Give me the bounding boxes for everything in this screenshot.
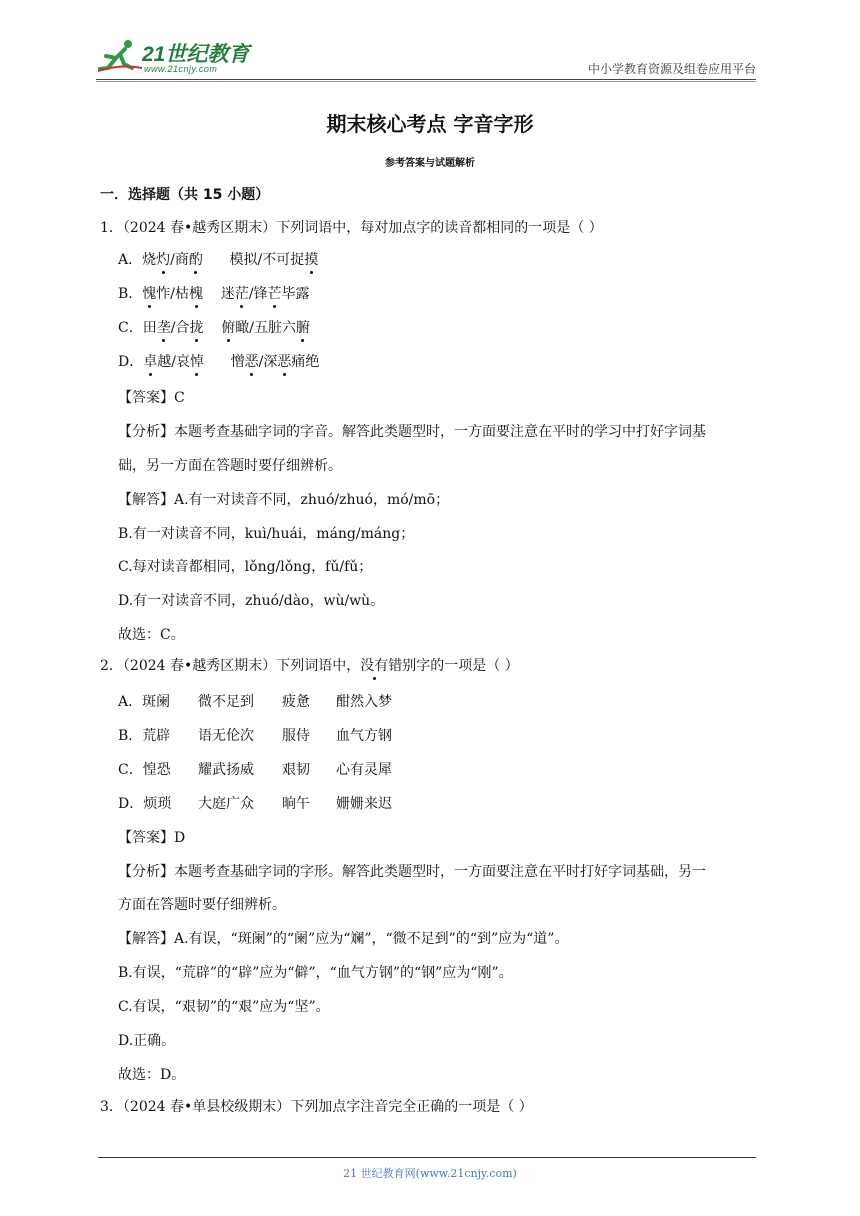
footer-rule [98,1157,756,1158]
q2-answer: 【答案】D [118,830,186,846]
site-logo[interactable] [96,34,266,78]
page-subtitle: 参考答案与试题解析 [385,158,475,169]
q1-solution-line3: C.每对读音都相同，lǒng/lǒng，fǔ/fǔ； [118,559,373,575]
q1-answer: 【答案】C [118,390,185,406]
header-rule [96,79,756,80]
header-rule-thin [96,81,756,82]
q2-option-d: D．烦琐 大庭广众 晌午 姗姗来迟 [118,796,392,812]
q2-pick: 故选：D。 [118,1067,186,1083]
q2-solution-line1: 【解答】A.有误，“斑阑”的“阑”应为“斓”，“微不足到”的“到”应为“道”。 [118,931,569,947]
q1-stem: 1．（2024 春•越秀区期末）下列词语中，每对加点字的读音都相同的一项是（ ） [100,220,603,236]
q1-option-d: D．卓越/哀悼 憎恶/深恶痛绝 [118,354,320,370]
q1-option-a: A．烧灼/商酌 模拟/不可捉摸 [118,252,319,268]
q2-stem: 2．（2024 春•越秀区期末）下列词语中，没有错别字的一项是（ ） [100,658,519,674]
q1-solution-line1: 【解答】A.有一对读音不同，zhuó/zhuó，mó/mō； [118,492,450,508]
q2-option-a: A．斑阑 微不足到 疲惫 酣然入梦 [118,694,392,710]
q1-analysis-line1: 【分析】本题考查基础字词的字音。解答此类题型时，一方面要注意在平时的学习中打好字词基 [118,424,706,440]
q1-analysis-line2: 础，另一方面在答题时要仔细辨析。 [118,458,342,474]
q1-pick: 故选：C。 [118,627,185,643]
q3-stem: 3．（2024 春•单县校级期末）下列加点字注音完全正确的一项是（ ） [100,1099,533,1115]
q2-analysis-line2: 方面在答题时要仔细辨析。 [118,897,286,913]
footer-link[interactable]: 21 世纪教育网(www.21cnjy.com) [343,1167,517,1180]
page-title: 期末核心考点 字音字形 [326,112,534,136]
q2-solution-line4: D.正确。 [118,1033,176,1049]
q2-solution-line3: C.有误，“艰韧”的“艰”应为“坚”。 [118,999,330,1015]
q2-option-b: B．荒辟 语无伦次 服侍 血气方钢 [118,728,392,744]
section-heading: 一．选择题（共 15 小题） [100,187,270,203]
platform-name: 中小学教育资源及组卷应用平台 [587,62,756,76]
q1-option-c: C．田垄/合拢 俯瞰/五脏六腑 [118,320,310,336]
q2-analysis-line1: 【分析】本题考查基础字词的字形。解答此类题型时，一方面要注意在平时打好字词基础，另一 [118,864,706,880]
q2-solution-line2: B.有误，“荒辟”的“辟”应为“僻”，“血气方钢”的“钢”应为“刚”。 [118,965,513,981]
logo-text: 21世纪教育 [142,43,250,66]
page-header [96,34,756,80]
q1-option-b: B．愧怍/枯槐 迷茫/锋芒毕露 [118,286,310,302]
runner-icon [98,38,142,74]
q2-option-c: C．惶恐 耀武扬威 艰韧 心有灵犀 [118,762,392,778]
q1-solution-line4: D.有一对读音不同，zhuó/dào，wù/wù。 [118,593,385,609]
logo-url: www.21cnjy.com [144,64,218,74]
q1-solution-line2: B.有一对读音不同，kuì/huái，máng/máng； [118,526,415,542]
